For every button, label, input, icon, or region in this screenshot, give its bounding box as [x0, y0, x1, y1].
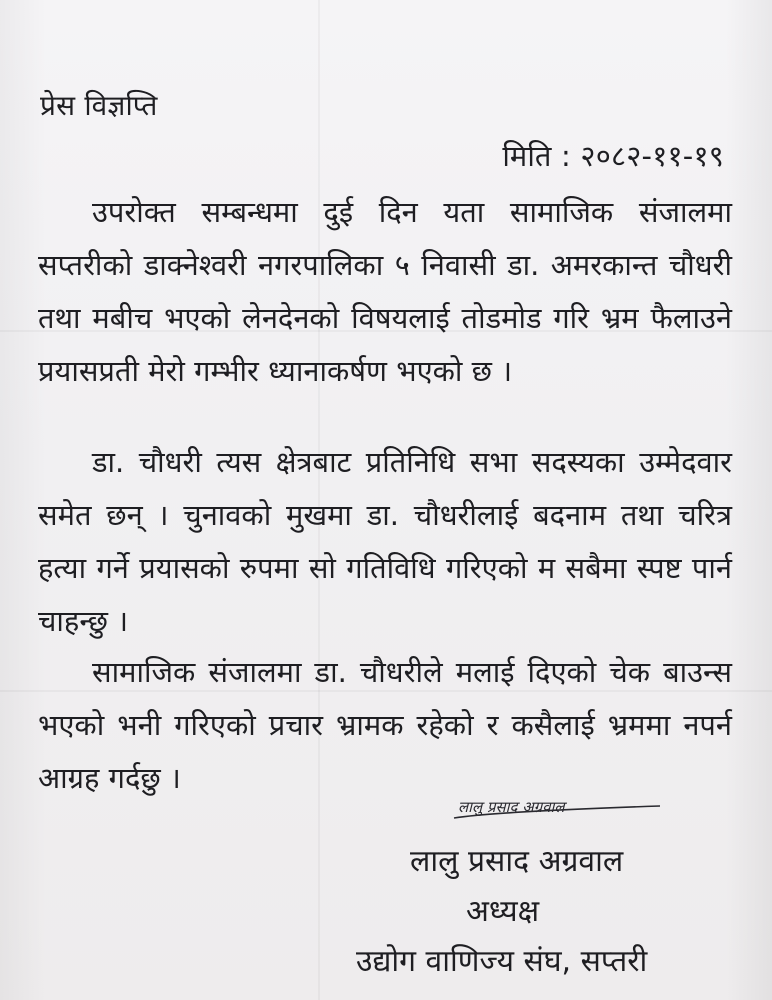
signer-organization: उद्योग वाणिज्य संघ, सप्तरी	[356, 944, 648, 979]
document-date: मिति : २०८२-११-१९	[502, 139, 724, 173]
paragraph-1: उपरोक्त सम्बन्धमा दुई दिन यता सामाजिक संजालमा सप्तरीको डाक्नेश्वरी नगरपालिका ५ निवासी डा. अमरकान्त चौधरी तथा मबीच भएको लेनदेनको विषयलाई तोडमोड गरि भ्रम फैलाउने प्रयासप्रती मेरो गम्भीर ध्यानाकर्षण भएको छ ।	[38, 195, 732, 388]
signer-name: लालु प्रसाद अग्रवाल	[410, 844, 624, 879]
handwritten-signature	[450, 792, 664, 826]
paragraph-3: सामाजिक संजालमा डा. चौधरीले मलाई दिएको चेक बाउन्स भएको भनी गरिएको प्रचार भ्रामक रहेको र कसैलाई भ्रममा नपर्न आग्रह गर्दछु ।	[38, 655, 732, 795]
document-heading: प्रेस विज्ञप्ति	[40, 89, 158, 122]
signature-text: लालु प्रसाद अग्रवाल	[458, 798, 565, 816]
paragraph-2: डा. चौधरी त्यस क्षेत्रबाट प्रतिनिधि सभा सदस्यका उम्मेदवार समेत छन् । चुनावको मुखमा डा. चौधरीलाई बदनाम तथा चरित्र हत्या गर्ने प्रयासको रुपमा सो गतिविधि गरिएको म सबैमा स्पष्ट पार्न चाहन्छु ।	[38, 445, 732, 638]
signer-title: अध्यक्ष	[466, 894, 540, 929]
